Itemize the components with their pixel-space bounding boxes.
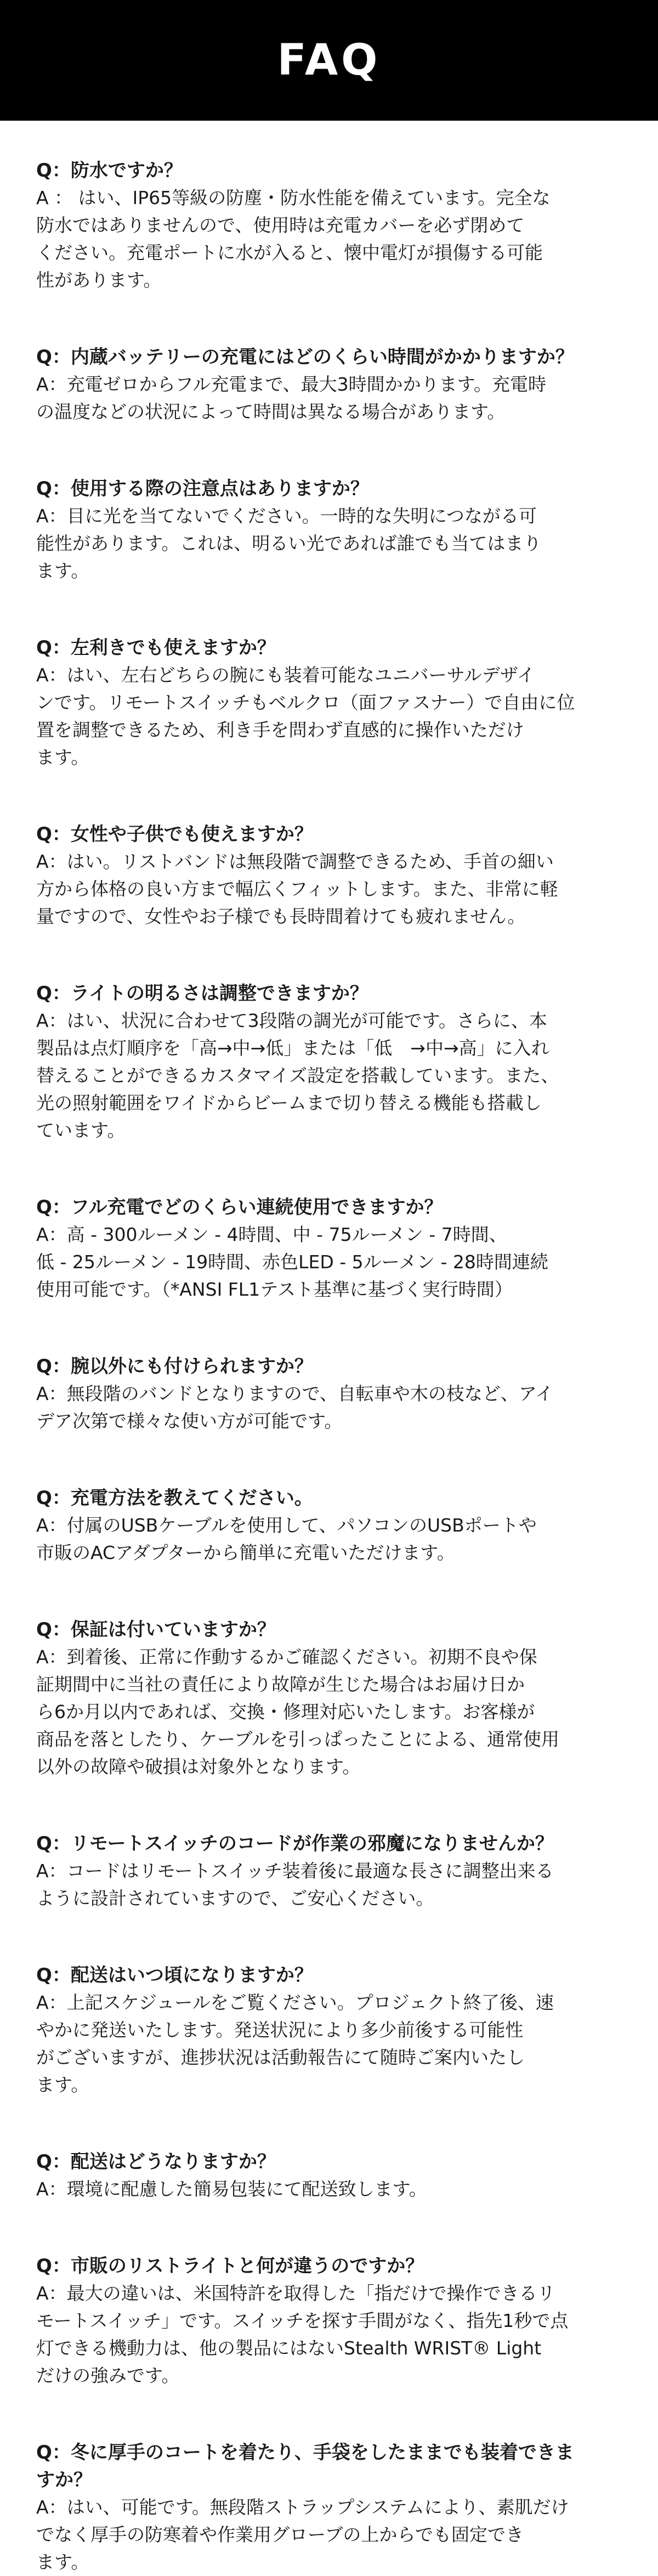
faq-answer: A：はい、可能です。無段階ストラップシステムにより、素肌だけ でなく厚手の防寒着や作業用グローブの上からでも固定でき ます。 [36, 2496, 569, 2573]
faq-item [36, 980, 622, 1144]
faq-question: Q：フル充電でどのくらい連続使用できますか？ [36, 1196, 443, 1218]
faq-answer: A：はい、状況に合わせて3段階の調光が可能です。さらに、本 製品は点灯順序を「高→中→低」または「低 →中→高」に入れ 替えることができるカスタマイズ設定を搭載しています。また、 光の照射範囲をワイドからビームまで切り替える機能も搭載し ています。 [36, 1010, 559, 1141]
faq-item [36, 821, 622, 930]
faq-answer: A：はい。リストバンドは無段階で調整できるため、手首の細い 方から体格の良い方まで幅広くフィットします。また、非常に軽 量ですので、女性やお子様でも長時間着けても疲れません。 [36, 851, 558, 927]
faq-answer: A：環境に配慮した簡易包装にて配送致します。 [36, 2178, 427, 2200]
faq-header [0, 0, 658, 121]
faq-question: Q：防水ですか？ [36, 160, 183, 182]
faq-item [36, 1962, 622, 2099]
faq-item [36, 2148, 622, 2203]
faq-question: Q：冬に厚手のコートを着たり、手袋をしたままでも装着できま すか？ [36, 2442, 574, 2491]
faq-answer: A：目に光を当てないでください。一時的な失明につながる可 能性があります。これは、明るい光であれば誰でも当てはまり ます。 [36, 505, 542, 581]
faq-item [36, 1484, 622, 1567]
faq-item [36, 634, 622, 771]
faq-answer: A：高 - 300ルーメン - 4時間、中 - 75ルーメン - 7時間、 低 - 25ルーメン - 19時間、赤色LED - 5ルーメン - 28時間連続 使用可能です。（*ANSI FL1テスト基準に基づく実行時間） [36, 1224, 548, 1300]
faq-answer: A：付属のUSBケーブルを使用して、パソコンのUSBポートや 市販のACアダプターから簡単に充電いただけます。 [36, 1515, 537, 1563]
faq-item [36, 1353, 622, 1435]
faq-question: Q：ライトの明るさは調整できますか？ [36, 982, 368, 1004]
faq-answer: A：充電ゼロからフル充電まで、最大3時間かかります。充電時 の温度などの状況によって時間は異なる場合があります。 [36, 374, 546, 422]
faq-question: Q：左利きでも使えますか？ [36, 637, 276, 659]
faq-answer: A ： はい、IP65等級の防塵・防水性能を備えています。完全な 防水ではありませんので、使用時は充電カバーを必ず閉めて ください。充電ポートに水が入ると、懐中電灯が損傷する可能 性があります。 [36, 187, 551, 291]
faq-question: Q：配送はいつ頃になりますか？ [36, 1964, 313, 1986]
faq-item [36, 475, 622, 585]
faq-question: Q：腕以外にも付けられますか？ [36, 1355, 313, 1377]
faq-question: Q：女性や子供でも使えますか？ [36, 823, 313, 845]
faq-item [36, 1830, 622, 1912]
faq-item [36, 1616, 622, 1781]
faq-answer: A：無段階のバンドとなりますので、自転車や木の枝など、アイ デア次第で様々な使い方が可能です。 [36, 1383, 553, 1432]
faq-item [36, 2252, 622, 2389]
faq-question: Q：内蔵バッテリーの充電にはどのくらい時間がかかりますか？ [36, 346, 574, 368]
faq-item [36, 2439, 622, 2576]
faq-question: Q：充電方法を教えてください。 [36, 1487, 313, 1509]
faq-answer: A：到着後、正常に作動するかご確認ください。初期不良や保 証期間中に当社の責任により故障が生じた場合はお届け日か ら6か月以内であれば、交換・修理対応いたします。お客様が 商品を落としたり、ケーブルを引っぱったことによる、通常使用 以外の故障や破損は対象外となります。 [36, 1646, 560, 1777]
faq-question: Q：使用する際の注意点はありますか？ [36, 478, 369, 500]
faq-answer: A：コードはリモートスイッチ装着後に最適な長さに調整出来る ように設計されていますので、ご安心ください。 [36, 1860, 554, 1909]
faq-question: Q：保証は付いていますか？ [36, 1619, 276, 1641]
faq-question: Q：配送はどうなりますか？ [36, 2151, 276, 2173]
faq-list [0, 121, 658, 2576]
faq-answer: A：最大の違いは、米国特許を取得した「指だけで操作できるリ モートスイッチ」です。スイッチを探す手間がなく、指先1秒で点 灯できる機動力は、他の製品にはないStealth WRIST® Light だけの強みです。 [36, 2283, 569, 2386]
faq-answer: A：はい、左右どちらの腕にも装着可能なユニバーサルデザイ ンです。リモートスイッチもベルクロ（面ファスナー）で自由に位 置を調整できるため、利き手を問わず直感的に操作いただけ ます。 [36, 664, 575, 768]
faq-question: Q：リモートスイッチのコードが作業の邪魔になりませんか？ [36, 1833, 554, 1855]
faq-item [36, 157, 622, 294]
faq-item [36, 343, 622, 426]
faq-answer: A：上記スケジュールをご覧ください。プロジェクト終了後、速 やかに発送いたします。発送状況により多少前後する可能性 がございますが、進捗状況は活動報告にて随時ご案内いたし ます。 [36, 1992, 554, 2095]
page-title: FAQ [277, 36, 381, 85]
faq-question: Q：市販のリストライトと何が違うのですか？ [36, 2255, 424, 2277]
faq-item [36, 1194, 622, 1303]
